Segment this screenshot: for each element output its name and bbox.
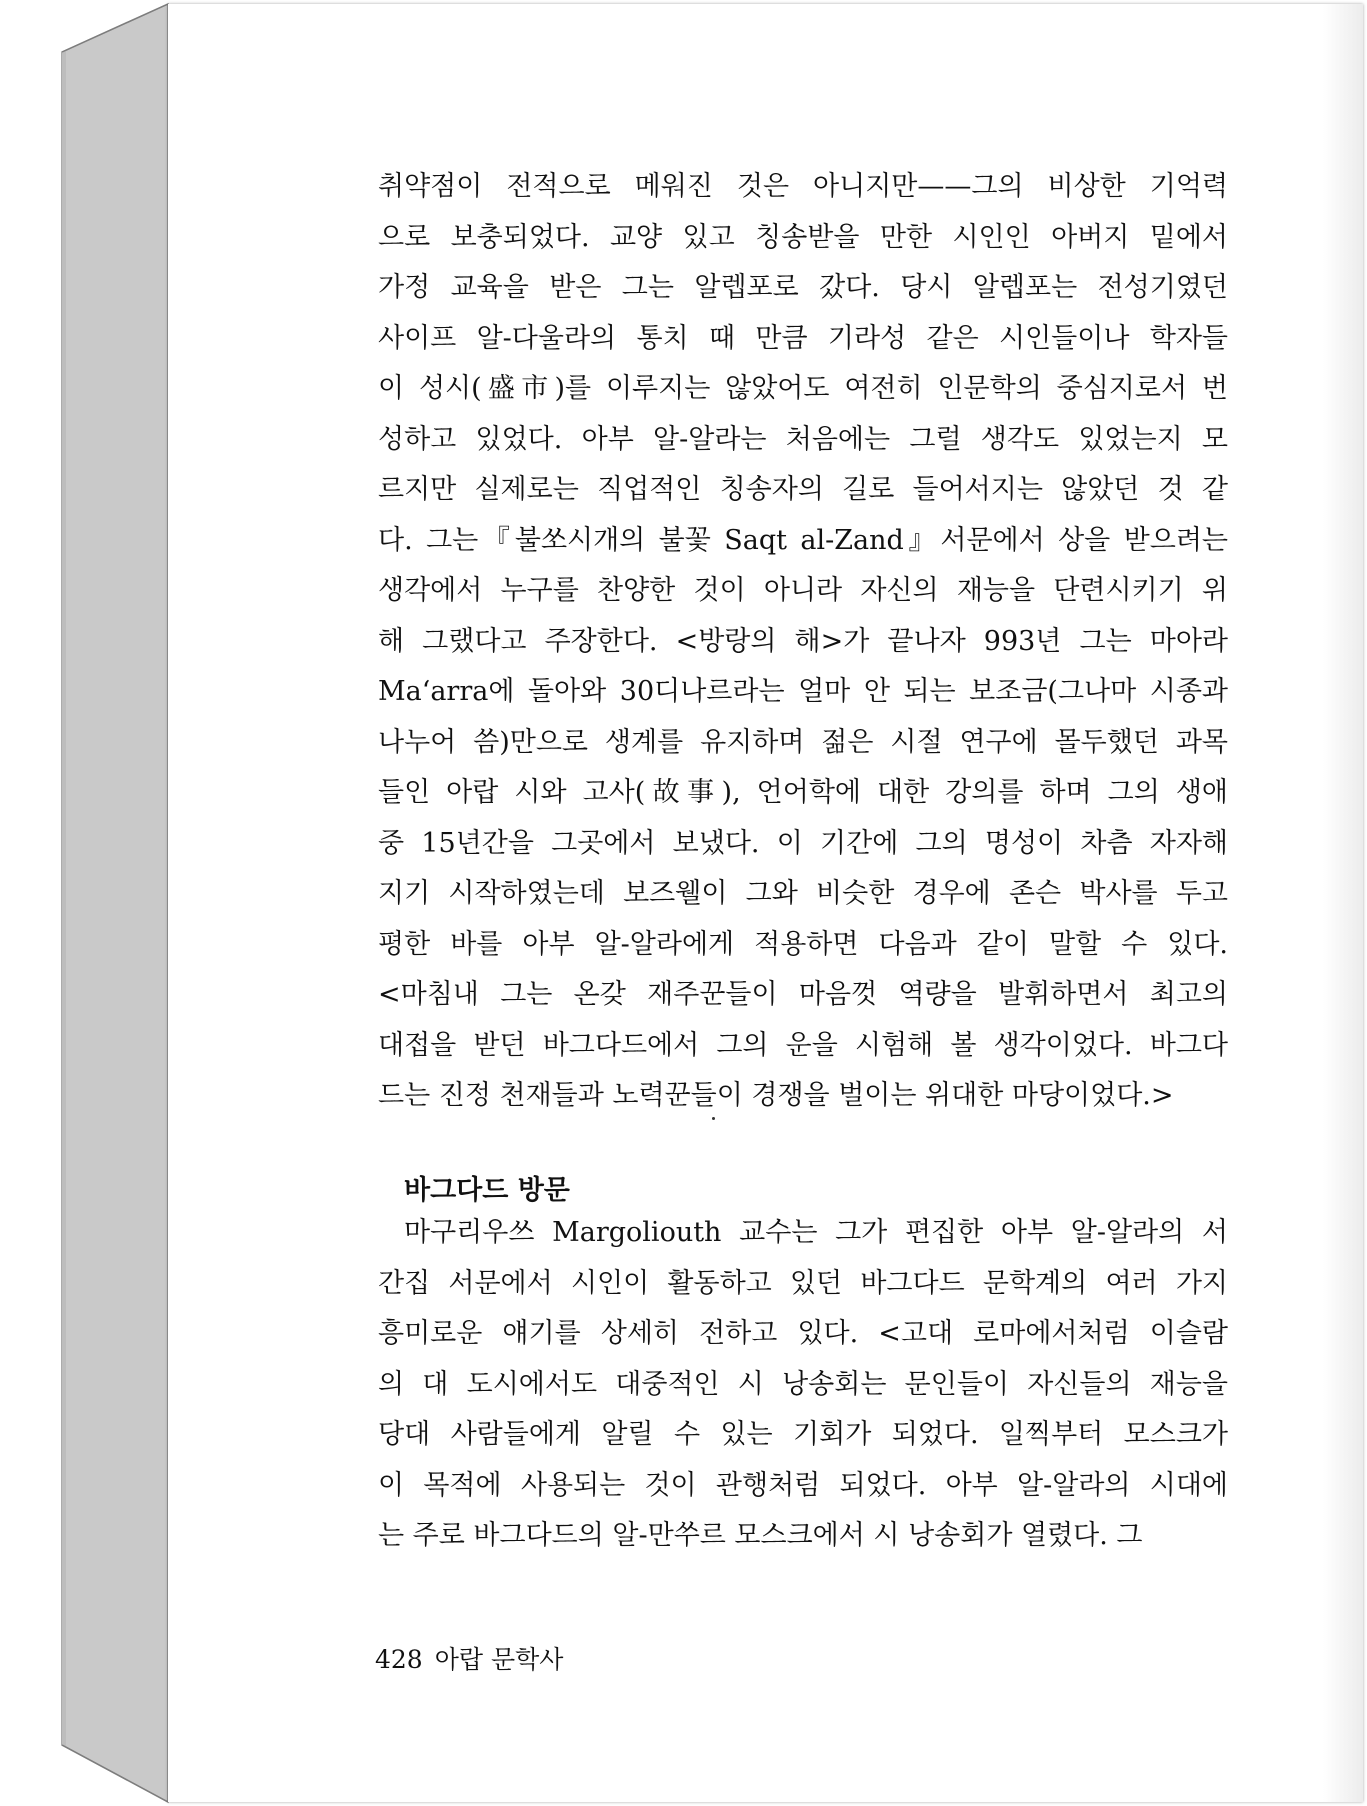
text-line: 성하고 있었다. 아부 알-알라는 처음에는 그럴 생각도 있었는지 모 [378, 423, 1228, 455]
text-line: 다. 그는『불쏘시개의 불꽃 Saqt al-Zand』서문에서 상을 받으려는 [378, 524, 1228, 556]
text-line: 간집 서문에서 시인이 활동하고 있던 바그다드 문학계의 여러 가지 [378, 1267, 1228, 1299]
section-text [378, 1208, 1228, 1562]
page-number: 428 [375, 1645, 423, 1674]
text-line: 의 대 도시에서도 대중적인 시 낭송회는 문인들이 자신들의 재능을 [378, 1368, 1228, 1400]
text-line: 으로 보충되었다. 교양 있고 칭송받을 만한 시인인 아버지 밑에서 [378, 221, 1228, 253]
book-title: 아랍 문학사 [434, 1645, 564, 1674]
book-page [168, 4, 1363, 1802]
text-line: 생각에서 누구를 찬양한 것이 아니라 자신의 재능을 단련시키기 위 [378, 575, 1228, 606]
text-line: 이 목적에 사용되는 것이 관행처럼 되었다. 아부 알-알라의 시대에 [378, 1469, 1228, 1501]
text-line: 흥미로운 얘기를 상세히 전하고 있다. <고대 로마에서처럼 이슬람 [378, 1318, 1228, 1349]
text-line: 사이프 알-다울라의 통치 때 만큼 기라성 같은 시인들이나 학자들 [378, 322, 1228, 354]
text-line: 해 그랬다고 주장한다. <방랑의 해>가 끝나자 993년 그는 마아라 [378, 625, 1228, 657]
text-line: 이 성시(盛市)를 이루지는 않았어도 여전히 인문학의 중심지로서 번 [378, 373, 1228, 404]
text-line: 마구리우쓰 Margoliouth 교수는 그가 편집한 아부 알-알라의 서 [404, 1217, 1228, 1248]
text-line: 평한 바를 아부 알-알라에게 적용하면 다음과 같이 말할 수 있다. [378, 928, 1228, 960]
text-line: <마침내 그는 온갖 재주꾼들이 마음껏 역량을 발휘하면서 최고의 [378, 979, 1228, 1010]
text-line: 나누어 씀)만으로 생계를 유지하며 젊은 시절 연구에 몰두했던 과목 [378, 726, 1228, 758]
text-line: 대접을 받던 바그다드에서 그의 운을 시험해 볼 생각이었다. 바그다 [378, 1029, 1228, 1061]
text-line: Ma‘arra에 돌아와 30디나르라는 얼마 안 되는 보조금(그나마 시종과 [378, 676, 1228, 707]
section-heading: 바그다드 방문 [404, 1175, 570, 1206]
print-speck [712, 1117, 715, 1120]
text-line: 가정 교육을 받은 그는 알렙포로 갔다. 당시 알렙포는 전성기였던 [378, 272, 1228, 303]
text-line: 들인 아랍 시와 고사(故事), 언어학에 대한 강의를 하며 그의 생애 [378, 777, 1228, 808]
text-line: 중 15년간을 그곳에서 보냈다. 이 기간에 그의 명성이 차츰 자자해 [378, 827, 1228, 859]
page-folio [375, 1640, 563, 1676]
text-line: 당대 사람들에게 알릴 수 있는 기회가 되었다. 일찍부터 모스크가 [378, 1419, 1228, 1450]
text-line: 취약점이 전적으로 메워진 것은 아니지만——그의 비상한 기억력 [378, 171, 1228, 202]
text-line: 는 주로 바그다드의 알-만쑤르 모스크에서 시 낭송회가 열렸다. 그 [378, 1520, 1143, 1551]
text-line: 드는 진정 천재들과 노력꾼들이 경쟁을 벌이는 위대한 마당이었다.> [378, 1080, 1174, 1111]
text-line: 지기 시작하였는데 보즈웰이 그와 비슷한 경우에 존슨 박사를 두고 [378, 878, 1228, 909]
text-line: 르지만 실제로는 직업적인 칭송자의 길로 들어서지는 않았던 것 같 [378, 474, 1228, 505]
body-text [378, 162, 1228, 1122]
